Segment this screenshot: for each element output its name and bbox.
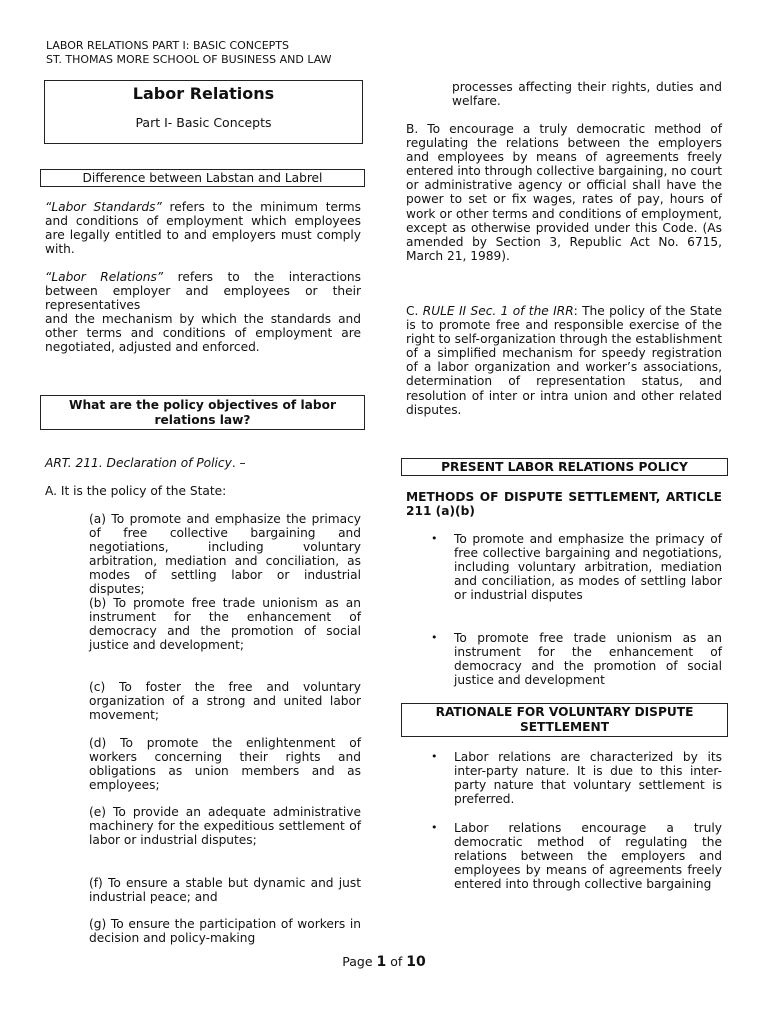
bullet-icon: • xyxy=(431,821,438,834)
methods-bullet-2 xyxy=(431,631,722,689)
policy-item-f: (f) To ensure a stable but dynamic and just industrial peace; and xyxy=(89,876,361,905)
art-211-suffix: . – xyxy=(231,456,246,470)
present-policy-box xyxy=(401,458,728,476)
policy-item-b: (b) To promote free trade unionism as an instrument for the enhancement of democracy and the promotion of social justice and development; xyxy=(89,596,361,653)
doc-title: Labor Relations xyxy=(132,84,275,103)
rationale-bullet-1 xyxy=(431,750,722,808)
page-number: 1 xyxy=(376,954,387,970)
policy-heading-box xyxy=(40,395,365,430)
rationale-box xyxy=(401,703,728,737)
policy-item-g: (g) To ensure the participation of workers in decision and policy-making xyxy=(89,917,361,946)
policy-item-a: (a) To promote and emphasize the primacy of free collective bargaining and negotiations, including voluntary arbitration, mediation and conciliation, as modes of settling labor or industrial disputes; xyxy=(89,512,361,597)
header-line-2: ST. THOMAS MORE SCHOOL OF BUSINESS AND LAW xyxy=(46,52,332,66)
bullet-icon: • xyxy=(431,631,438,644)
header-line-1: LABOR RELATIONS PART I: BASIC CONCEPTS xyxy=(46,39,289,52)
page-footer xyxy=(0,955,768,969)
labrel-text: refers to the interactions between employer and employees or their representatives xyxy=(45,270,361,313)
of-word: of xyxy=(386,954,407,969)
policy-item-d: (d) To promote the enlightenment of workers concerning their rights and obligations as union members and as employees; xyxy=(89,736,361,793)
bullet-icon: • xyxy=(431,750,438,763)
doc-subtitle: Part I- Basic Concepts xyxy=(135,115,272,130)
methods-heading: METHODS OF DISPUTE SETTLEMENT, ARTICLE 211 (a)(b) xyxy=(406,490,722,519)
labrel-paragraph-2: and the mechanism by which the standards and other terms and conditions of employment are negotiated, adjusted and enforced. xyxy=(45,312,361,355)
diff-heading-box xyxy=(40,169,365,187)
present-policy-heading: PRESENT LABOR RELATIONS POLICY xyxy=(441,460,688,474)
rationale-heading: RATIONALE FOR VOLUNTARY DISPUTE SETTLEMENT xyxy=(435,705,694,734)
bullet-icon: • xyxy=(431,532,438,545)
policy-item-e: (e) To provide an adequate administrative machinery for the expeditious settlement of labor or industrial disputes; xyxy=(89,805,361,848)
diff-heading: Difference between Labstan and Labrel xyxy=(82,171,323,185)
rationale-bullet-1-text: Labor relations are characterized by its inter-party nature. It is due to this inter-party nature that voluntary settlement is preferred. xyxy=(454,750,722,807)
methods-bullet-1 xyxy=(431,532,722,616)
labstan-text: refers to the minimum terms and conditions of employment which employees are legally entitled to and employers must comply with. xyxy=(45,200,361,257)
page-word: Page xyxy=(342,954,377,969)
running-header xyxy=(46,39,332,66)
paragraph-c-label: C. xyxy=(406,304,423,318)
continued-text: processes affecting their rights, duties and welfare. xyxy=(452,80,722,109)
policy-item-c: (c) To foster the free and voluntary organization of a strong and united labor movement; xyxy=(89,680,361,723)
labstan-term: “Labor Standards” xyxy=(45,200,162,214)
rationale-bullet-2-text: Labor relations encourage a truly democratic method of regulating the relations between the employers and employees by means of agreements freely entered into through collective bargaining xyxy=(454,821,722,892)
paragraph-c-rule: RULE II Sec. 1 of the IRR xyxy=(422,304,574,318)
labrel-paragraph xyxy=(45,270,361,312)
policy-intro: A. It is the policy of the State: xyxy=(45,484,227,498)
paragraph-b: B. To encourage a truly democratic method of regulating the relations between the employers and employees by means of agreements freely entered into through collective bargaining, no court or administrative agency or official shall have the power to set or fix wages, rates of pay, hours of work or other terms and conditions of employment, except as otherwise provided under this Code. (As amended by Section 3, Republic Act No. 6715, March 21, 1989). xyxy=(406,122,722,263)
paragraph-c xyxy=(406,304,722,417)
page-total: 10 xyxy=(406,954,426,970)
labrel-term: “Labor Relations” xyxy=(45,270,164,284)
labstan-paragraph xyxy=(45,200,361,256)
methods-bullet-1-text: To promote and emphasize the primacy of free collective bargaining and negotiations, including voluntary arbitration, mediation and conciliation, as modes of settling labor or industrial disputes xyxy=(454,532,722,603)
rationale-bullet-2 xyxy=(431,821,722,907)
methods-bullet-2-text: To promote free trade unionism as an instrument for the enhancement of democracy and the promotion of social justice and development xyxy=(454,631,722,688)
title-box xyxy=(44,80,363,144)
art-211-label: ART. 211. Declaration of Policy xyxy=(45,456,232,470)
policy-heading: What are the policy objectives of labor relations law? xyxy=(69,398,336,427)
art-211-line xyxy=(45,456,361,470)
paragraph-c-text: : The policy of the State is to promote free and responsible exercise of the right to self-organization through the establishment of a simplified mechanism for speedy registration of a labor organization and worker’s associations, determination of representation status, and resolution of inter or intra union and other related disputes. xyxy=(406,304,723,417)
